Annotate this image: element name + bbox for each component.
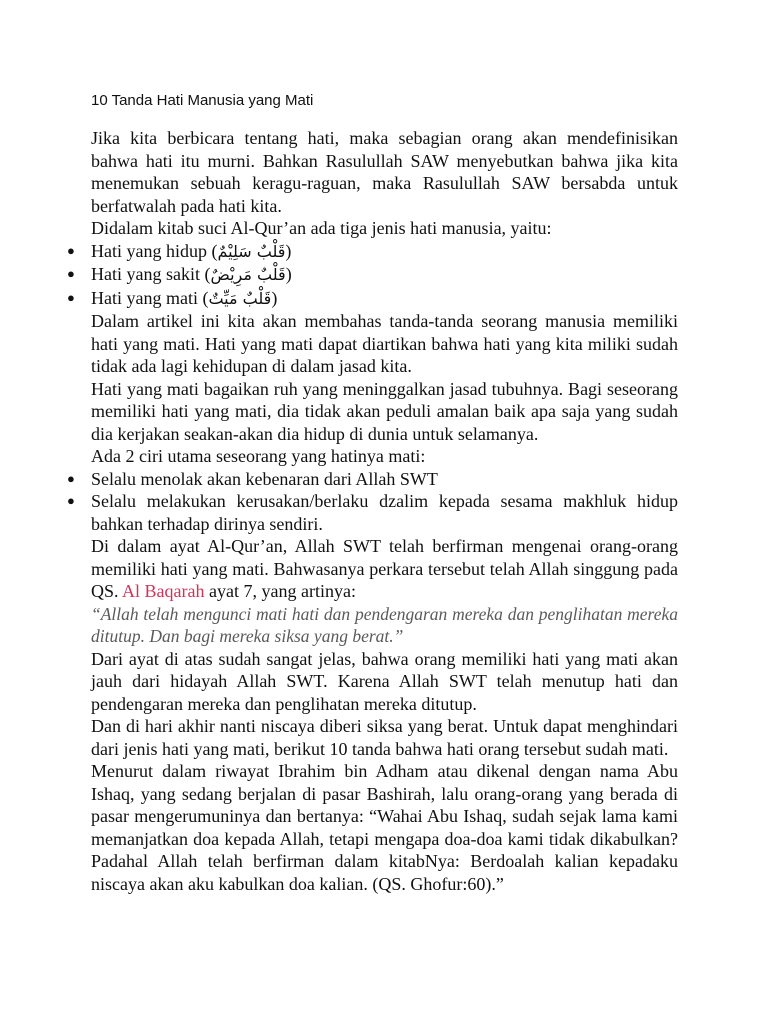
arabic-term: قَلْبٌ سَلِيْمٌ [217,241,286,261]
heart-type-label: Hati yang mati ( [91,287,209,308]
heart-type-label: Hati yang hidup ( [91,240,218,261]
closing-paren: ) [285,240,292,261]
heart-type-label: Hati yang sakit ( [91,264,211,284]
article-paragraph: Dalam artikel ini kita akan membahas tanda-tanda seorang manusia memiliki hati yang mati. Hati yang mati dapat diartikan bahwa hati yang kita miliki sudah tidak ada lagi kehidupan di dalam jasad kita. [91,311,678,376]
traits-intro: Ada 2 ciri utama seseorang yang hatinya mati: [91,446,426,466]
list-item [67,468,678,491]
bullet-icon: ● [67,493,75,508]
intro-paragraph: Jika kita berbicara tentang hati, maka sebagian orang akan mendefinisikan bahwa hati itu murni. Bahkan Rasulullah SAW menyebutkan bahwa jika kita menemukan sebuah keragu-raguan, maka Rasulullah SAW bersabda untuk berfatwalah pada hati kita. [91,128,678,216]
bullet-icon: ● [67,289,75,305]
dead-heart-paragraph: Hati yang mati bagaikan ruh yang meninggalkan jasad tubuhnya. Bagi seseorang memiliki hati yang mati, dia tidak akan peduli amalan baik apa saja yang sudah dia kerjakan seakan-akan dia hidup di dunia untuk selamanya. [91,378,678,444]
document-title: 10 Tanda Hati Manusia yang Mati [91,92,314,109]
bullet-icon: ● [67,242,75,258]
bullet-icon: ● [67,266,75,281]
trait-text: Selalu melakukan kerusakan/berlaku dzalim kepada sesama makhluk hidup bahkan terhadap dirinya sendiri. [91,491,678,534]
traits-list [67,468,678,536]
quran-text-after: ayat 7, yang artinya: [204,581,356,601]
document-body [67,127,678,895]
trait-text: Selalu menolak akan kebenaran dari Allah SWT [91,468,438,489]
closing-paren: ) [271,287,278,308]
hereafter-paragraph: Dan di hari akhir nanti niscaya diberi siksa yang berat. Untuk dapat menghindari dari jenis hati yang mati, berikut 10 tanda bahwa hati orang tersebut sudah mati. [91,716,678,759]
heart-types-intro: Didalam kitab suci Al-Qur’an ada tiga jenis hati manusia, yaitu: [91,218,552,238]
closing-paren: ) [285,264,292,284]
bullet-icon: ● [67,470,75,486]
al-baqarah-link[interactable]: Al Baqarah [122,581,205,601]
list-item [67,263,678,287]
explanation-paragraph: Dari ayat di atas sudah sangat jelas, bahwa orang memiliki hati yang mati akan jauh dari hidayah Allah SWT. Karena Allah SWT telah menutup hati dan pendengaran mereka dan penglihatan mereka ditutup. [91,648,678,714]
quran-text-before: Di dalam ayat Al-Qur’an, Allah SWT telah berfirman mengenai orang-orang memiliki hati yang mati. Bahwasanya perkara tersebut telah Allah singgung pada QS. [91,536,678,601]
riwayat-paragraph: Menurut dalam riwayat Ibrahim bin Adham atau dikenal dengan nama Abu Ishaq, yang sedang berjalan di pasar Bashirah, lalu orang-orang yang berada di pasar mengerumuninya dan bertanya: “Wahai Abu Ishaq, sudah sejak lama kami memanjatkan doa kepada Allah, tetapi mengapa doa-doa kami tidak dikabulkan? Padahal Allah telah berfirman dalam kitabNya: Berdoalah kalian kepadaku niscaya akan aku kabulkan doa kalian. (QS. Ghofur:60).” [91,761,678,894]
arabic-term: قَلْبٌ مَرِيْضٌ [210,265,286,284]
list-item [67,240,678,264]
arabic-term: قَلْبٌ مَيِّتٌ [208,288,272,308]
quran-paragraph [91,535,678,603]
list-item [67,490,678,535]
heart-types-list [67,240,678,311]
verse-quote: “Allah telah mengunci mati hati dan pendengaran mereka dan penglihatan mereka ditutup. Dan bagi mereka siksa yang berat.” [91,603,678,646]
list-item [67,287,678,311]
